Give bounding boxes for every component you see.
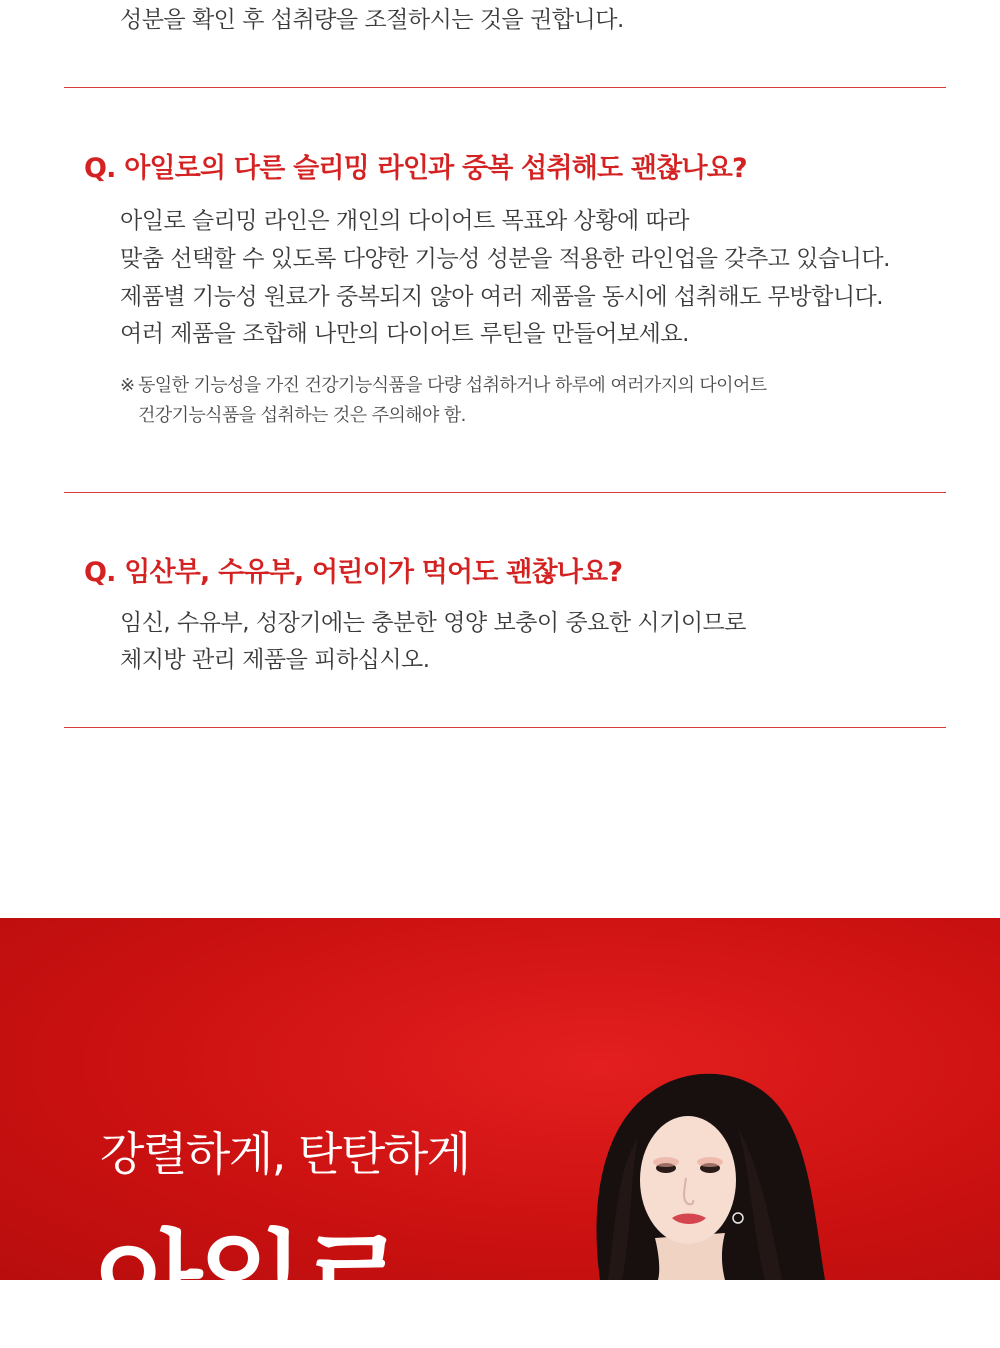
promo-brand-name: 아일로 <box>96 1219 403 1347</box>
caution-mark-icon: ※ <box>120 375 135 396</box>
model-photo <box>560 1068 840 1280</box>
faq-answer-line: 아일로 슬리밍 라인은 개인의 다이어트 목표와 상황에 따라 <box>120 208 689 234</box>
caution-note-line: 건강기능식품을 섭취하는 것은 주의해야 함. <box>138 405 466 426</box>
promo-banner <box>0 918 1000 1347</box>
faq-answer-line: 체지방 관리 제품을 피하십시오. <box>120 647 430 673</box>
faq-answer-line: 임신, 수유부, 성장기에는 충분한 영양 보충이 중요한 시기이므로 <box>120 610 746 636</box>
caution-note-line: 동일한 기능성을 가진 건강기능식품을 다량 섭취하거나 하루에 여러가지의 다이어트 <box>138 375 767 396</box>
faq-divider <box>64 492 946 493</box>
faq-answer-line: 맞춤 선택할 수 있도록 다양한 기능성 성분을 적용한 라인업을 갖추고 있습니다. <box>120 246 890 272</box>
faq-divider <box>64 727 946 728</box>
faq-caution-note <box>120 371 767 401</box>
faq-answer-line: 제품별 기능성 원료가 중복되지 않아 여러 제품을 동시에 섭취해도 무방합니다. <box>120 284 884 310</box>
faq-question-duplicate-intake: Q. 아일로의 다른 슬리밍 라인과 중복 섭취해도 괜찮나요? <box>84 153 747 184</box>
promo-tagline: 강렬하게, 탄탄하게 <box>100 1127 470 1181</box>
faq-answer-line: 여러 제품을 조합해 나만의 다이어트 루틴을 만들어보세요. <box>120 321 689 347</box>
faq-caution-note-continued <box>120 401 466 431</box>
faq-question-pregnancy-children: Q. 임산부, 수유부, 어린이가 먹어도 괜찮나요? <box>84 557 623 588</box>
faq-divider <box>64 87 946 88</box>
faq-intro-tail: 성분을 확인 후 섭취량을 조절하시는 것을 권합니다. <box>120 7 624 33</box>
